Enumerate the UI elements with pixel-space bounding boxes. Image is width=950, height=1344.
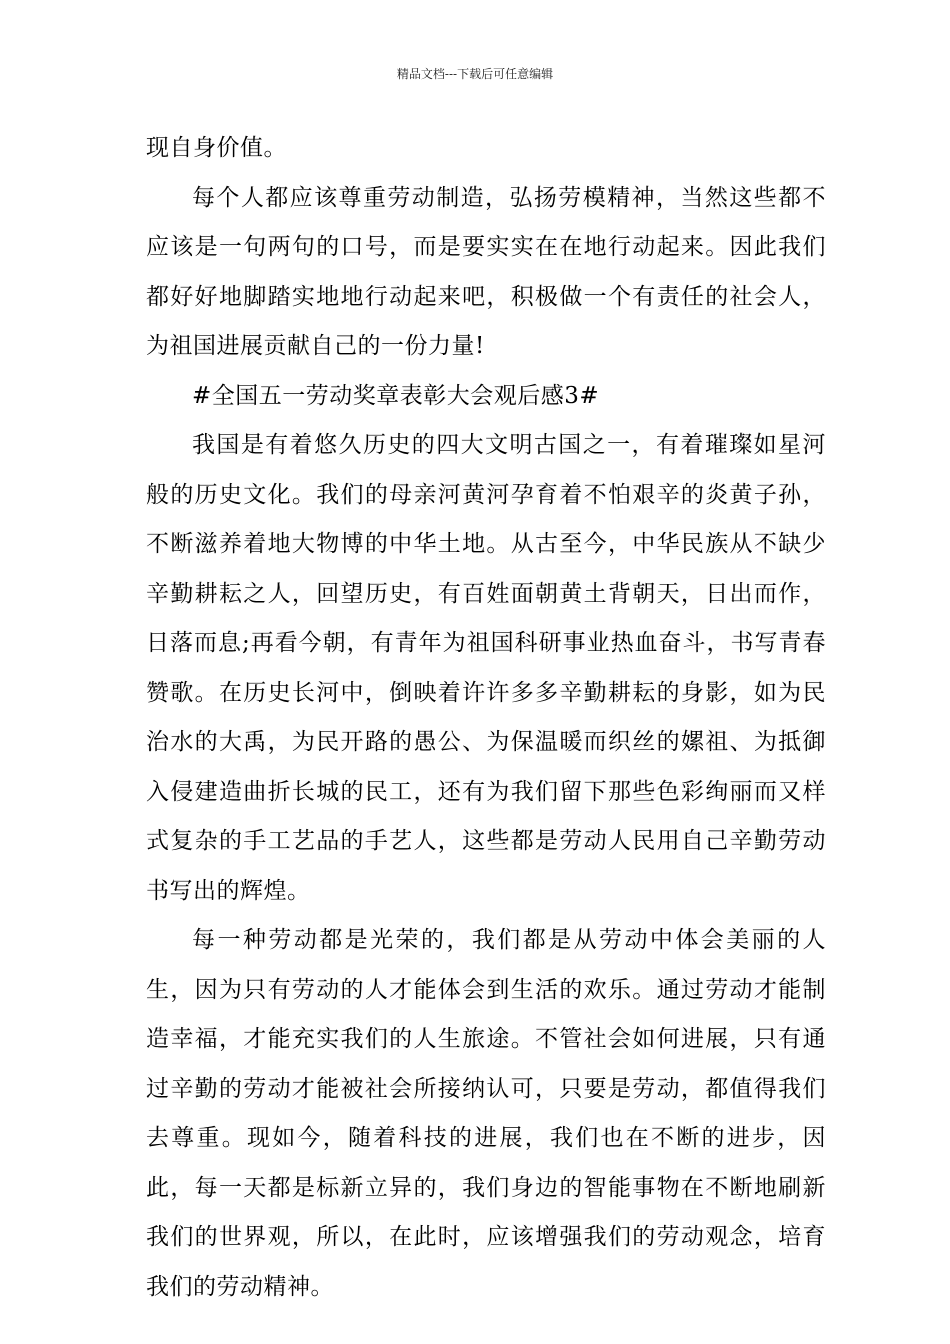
page-header: 精品文档---下载后可任意编辑 [396,67,554,81]
section-heading: #全国五一劳动奖章表彰大会观后感3# [192,382,600,409]
document-body [146,124,826,1312]
paragraph-continued: 现自身价值。 [146,135,287,161]
paragraph-labor-glory: 每一种劳动都是光荣的，我们都是从劳动中体会美丽的人生，因为只有劳动的人才能体会到生活的欢乐。通过劳动才能制造幸福，才能充实我们的人生旅途。不管社会如何进展，只有通过辛勤的劳动才能被社会所接纳认可，只要是劳动，都值得我们去尊重。现如今，随着科技的进展，我们也在不断的进步，因此，每一天都是标新立异的，我们身边的智能事物在不断地刷新我们的世界观，所以，在此时，应该增强我们的劳动观念，培育我们的劳动精神。 [146,927,826,1300]
paragraph-history: 我国是有着悠久历史的四大文明古国之一，有着璀璨如星河般的历史文化。我们的母亲河黄河孕育着不怕艰辛的炎黄子孙，不断滋养着地大物博的中华土地。从古至今，中华民族从不缺少辛勤耕耘之人，回望历史，有百姓面朝黄土背朝天，日出而作，日落而息;再看今朝，有青年为祖国科研事业热血奋斗，书写青春赞歌。在历史长河中，倒映着许许多多辛勤耕耘的身影，如为民治水的大禹，为民开路的愚公、为保温暖而织丝的嫘祖、为抵御入侵建造曲折长城的民工，还有为我们留下那些色彩绚丽而又样式复杂的手工艺品的手艺人，这些都是劳动人民用自己辛勤劳动书写出的辉煌。 [146,432,826,904]
paragraph-respect-labor: 每个人都应该尊重劳动制造，弘扬劳模精神，当然这些都不应该是一句两句的口号，而是要实实在在地行动起来。因此我们都好好地脚踏实地地行动起来吧，积极做一个有责任的社会人，为祖国进展贡献自己的一份力量! [146,184,826,359]
